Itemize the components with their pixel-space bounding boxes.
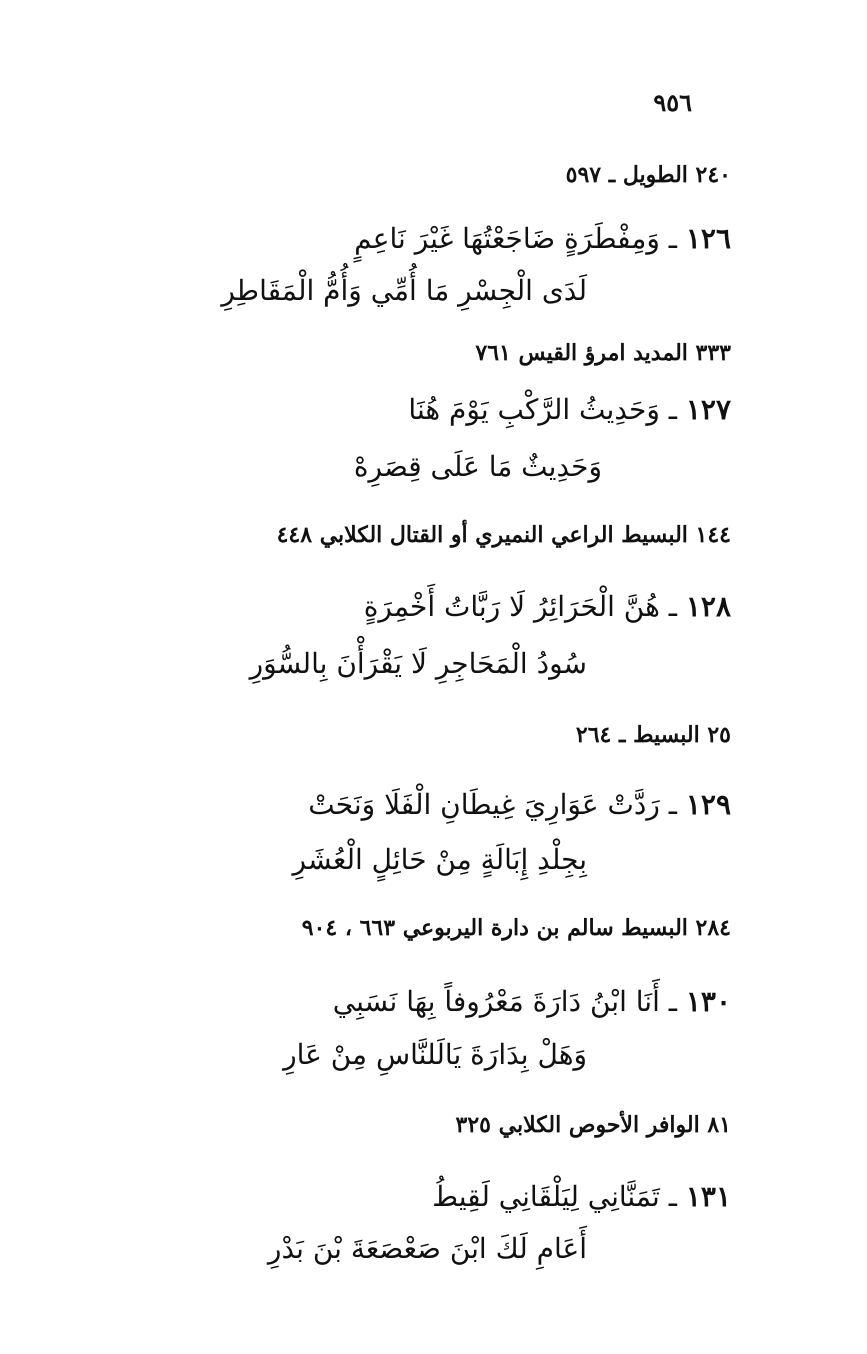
verse-first-hemistich: ١٢٧ ـ وَحَدِيثُ الرَّكْبِ يَوْمَ هُنَا [408, 393, 731, 426]
verse-text: أَنَا ابْنُ دَارَةَ مَعْرُوفاً بِهَا نَسَبِي [332, 985, 660, 1018]
page-number: ٩٥٦ [653, 88, 692, 117]
verse-first-hemistich: ١٢٦ ـ وَمِفْطَرَةٍ ضَاجَعْتُهَا غَيْرَ نَاعِمٍ [354, 222, 731, 255]
verse-second-hemistich: سُودُ الْمَحَاجِرِ لَا يَقْرَأْنَ بِالسُّوَرِ [249, 647, 587, 680]
verse-first-hemistich: ١٢٩ ـ رَدَّتْ عَوَارِيَ غِيطَانِ الْفَلَا وَنَحَتْ [308, 788, 731, 821]
verse-number: ١٣١ [685, 1180, 731, 1213]
verse-text: وَمِفْطَرَةٍ ضَاجَعْتُهَا غَيْرَ نَاعِمٍ [354, 222, 660, 255]
verse-first-hemistich: ١٢٨ ـ هُنَّ الْحَرَائِرُ لَا رَبَّاتُ أَخْمِرَةٍ [363, 590, 731, 623]
verse-first-hemistich: ١٣٠ ـ أَنَا ابْنُ دَارَةَ مَعْرُوفاً بِهَا نَسَبِي [332, 985, 731, 1018]
verse-reference: ٢٤٠ الطويل ـ ٥٩٧ [565, 162, 731, 188]
verse-number: ١٢٦ [685, 222, 731, 255]
verse-text: هُنَّ الْحَرَائِرُ لَا رَبَّاتُ أَخْمِرَةٍ [363, 590, 660, 623]
verse-second-hemistich: أَعَامِ لَكَ ابْنَ صَعْصَعَةَ بْنَ بَدْرِ [267, 1232, 587, 1265]
verse-second-hemistich: وَهَلْ بِدَارَةَ يَالَلنَّاسِ مِنْ عَارِ [283, 1038, 587, 1071]
verse-second-hemistich: وَحَدِيثٌ مَا عَلَى قِصَرِهْ [353, 450, 602, 483]
verse-reference: ٨١ الوافر الأحوص الكلابي ٣٢٥ [455, 1112, 731, 1138]
verse-reference: ٢٨٤ البسيط سالم بن دارة اليربوعي ٦٦٣ ، ٩٠٤ [301, 915, 731, 941]
verse-number: ١٢٨ [685, 590, 731, 623]
verse-second-hemistich: لَدَى الْجِسْرِ مَا أُمِّي وَأُمُّ الْمَقَاطِرِ [221, 274, 587, 307]
verse-number: ١٣٠ [685, 985, 731, 1018]
verse-text: رَدَّتْ عَوَارِيَ غِيطَانِ الْفَلَا وَنَحَتْ [308, 788, 660, 821]
verse-number: ١٢٧ [685, 393, 731, 426]
verse-second-hemistich: بِجِلْدِ إِبَالَةٍ مِنْ حَائِلٍ الْعُشَرِ [292, 843, 587, 876]
verse-reference: ٣٣٣ المديد امرؤ القيس ٧٦١ [475, 340, 731, 366]
verse-number: ١٢٩ [685, 788, 731, 821]
verse-text: وَحَدِيثُ الرَّكْبِ يَوْمَ هُنَا [408, 393, 660, 426]
verse-reference: ١٤٤ البسيط الراعي النميري أو القتال الكلابي ٤٤٨ [276, 522, 731, 548]
verse-reference: ٢٥ البسيط ـ ٢٦٤ [575, 722, 731, 748]
verse-first-hemistich: ١٣١ ـ تَمَنَّانِي لِيَلْقَانِي لَقِيطُ [432, 1180, 731, 1213]
verse-text: تَمَنَّانِي لِيَلْقَانِي لَقِيطُ [432, 1180, 660, 1213]
